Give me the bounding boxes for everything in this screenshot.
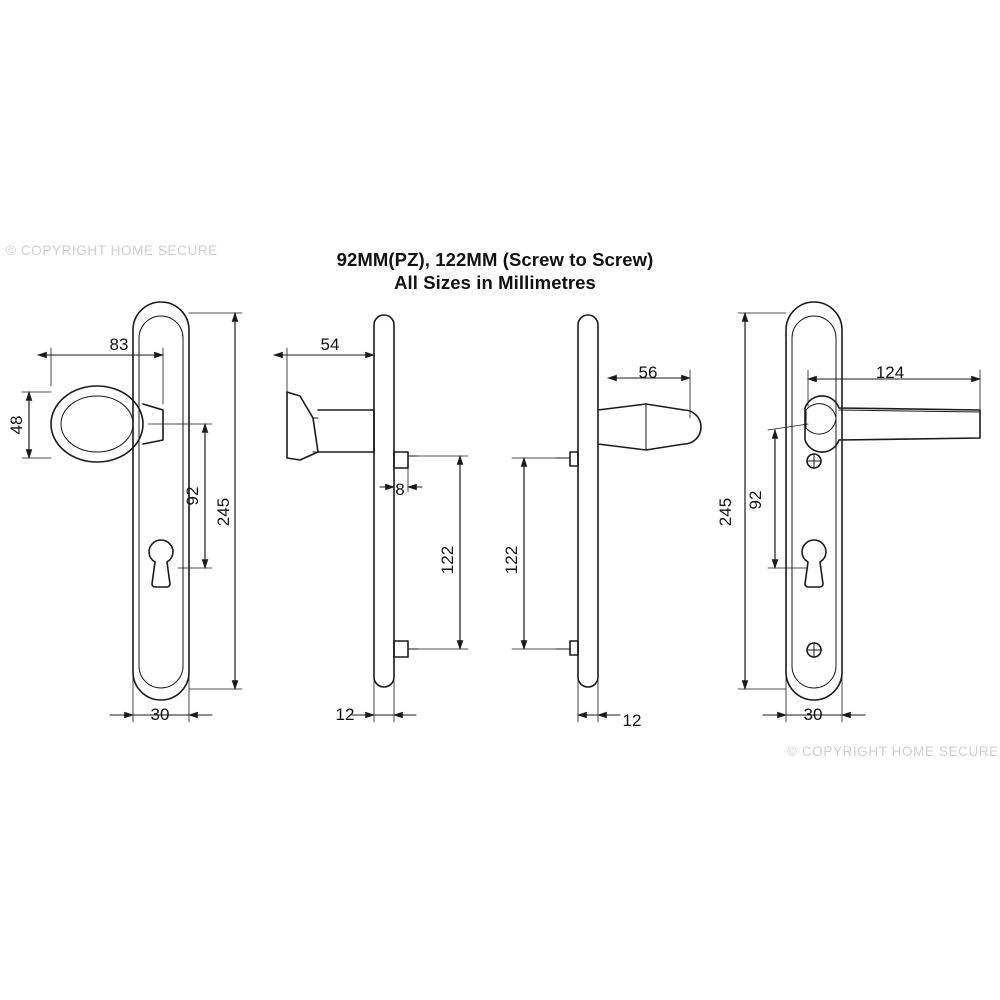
dim-92-right <box>768 424 808 568</box>
dim-label-56: 56 <box>638 363 658 382</box>
dim-54 <box>274 348 374 410</box>
dim-label-30-right: 30 <box>803 705 823 724</box>
dim-label-245-left: 245 <box>214 497 233 527</box>
dim-label-83: 83 <box>109 335 129 354</box>
dim-83 <box>38 348 163 404</box>
watermark-top-left: © COPYRIGHT HOME SECURE <box>6 243 218 258</box>
dim-label-122-a: 122 <box>438 545 457 575</box>
dim-label-245-right: 245 <box>716 497 735 527</box>
dim-48 <box>22 392 51 458</box>
dim-12-b <box>578 677 620 722</box>
dim-label-12-b: 12 <box>622 711 642 730</box>
dim-label-30-left: 30 <box>150 705 170 724</box>
dim-label-92-left: 92 <box>183 486 202 506</box>
dim-12-a <box>352 677 416 722</box>
view-side-lever-handle <box>556 315 701 687</box>
dim-label-124: 124 <box>875 363 905 382</box>
dim-label-12-a: 12 <box>335 705 355 724</box>
view-front-pad-handle <box>51 302 189 700</box>
dim-label-92-right: 92 <box>746 490 765 510</box>
dim-label-122-b: 122 <box>502 545 521 575</box>
title-line-2: All Sizes in Millimetres <box>394 272 596 293</box>
view-front-lever-handle <box>786 302 980 700</box>
dim-label-48: 48 <box>7 415 26 435</box>
dim-label-8: 8 <box>395 480 405 499</box>
watermark-bottom-right: © COPYRIGHT HOME SECURE <box>787 744 999 759</box>
title-line-1: 92MM(PZ), 122MM (Screw to Screw) <box>336 249 654 270</box>
view-side-pad-handle <box>287 315 418 687</box>
dim-label-54: 54 <box>320 335 340 354</box>
